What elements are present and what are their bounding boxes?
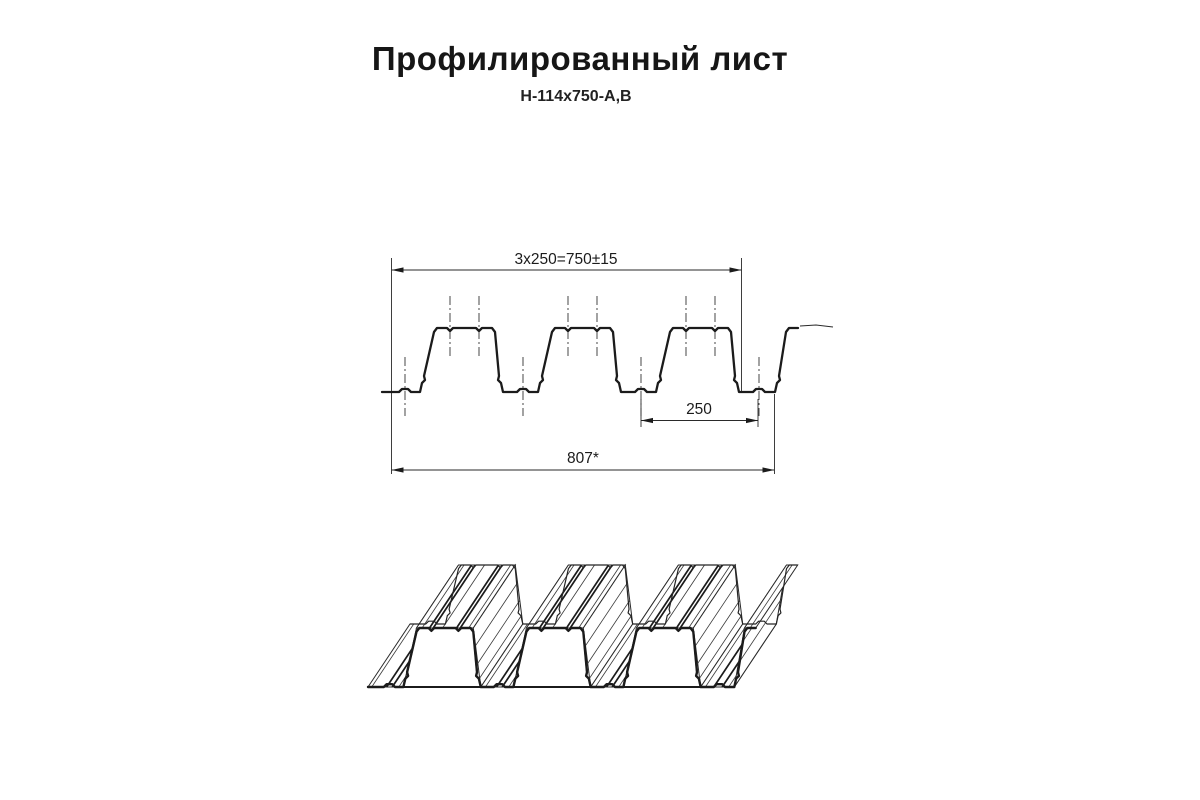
drawing-title: Профилированный лист [371, 40, 789, 77]
isometric-view [368, 565, 798, 687]
drawing-subtitle: Н-114х750-А,В [520, 88, 632, 105]
dim-top-label: 3x250=750±15 [514, 251, 618, 268]
cross-section-view [382, 258, 833, 474]
dim-pitch-label: 250 [686, 401, 712, 418]
dim-overall-label: 807* [567, 450, 599, 467]
